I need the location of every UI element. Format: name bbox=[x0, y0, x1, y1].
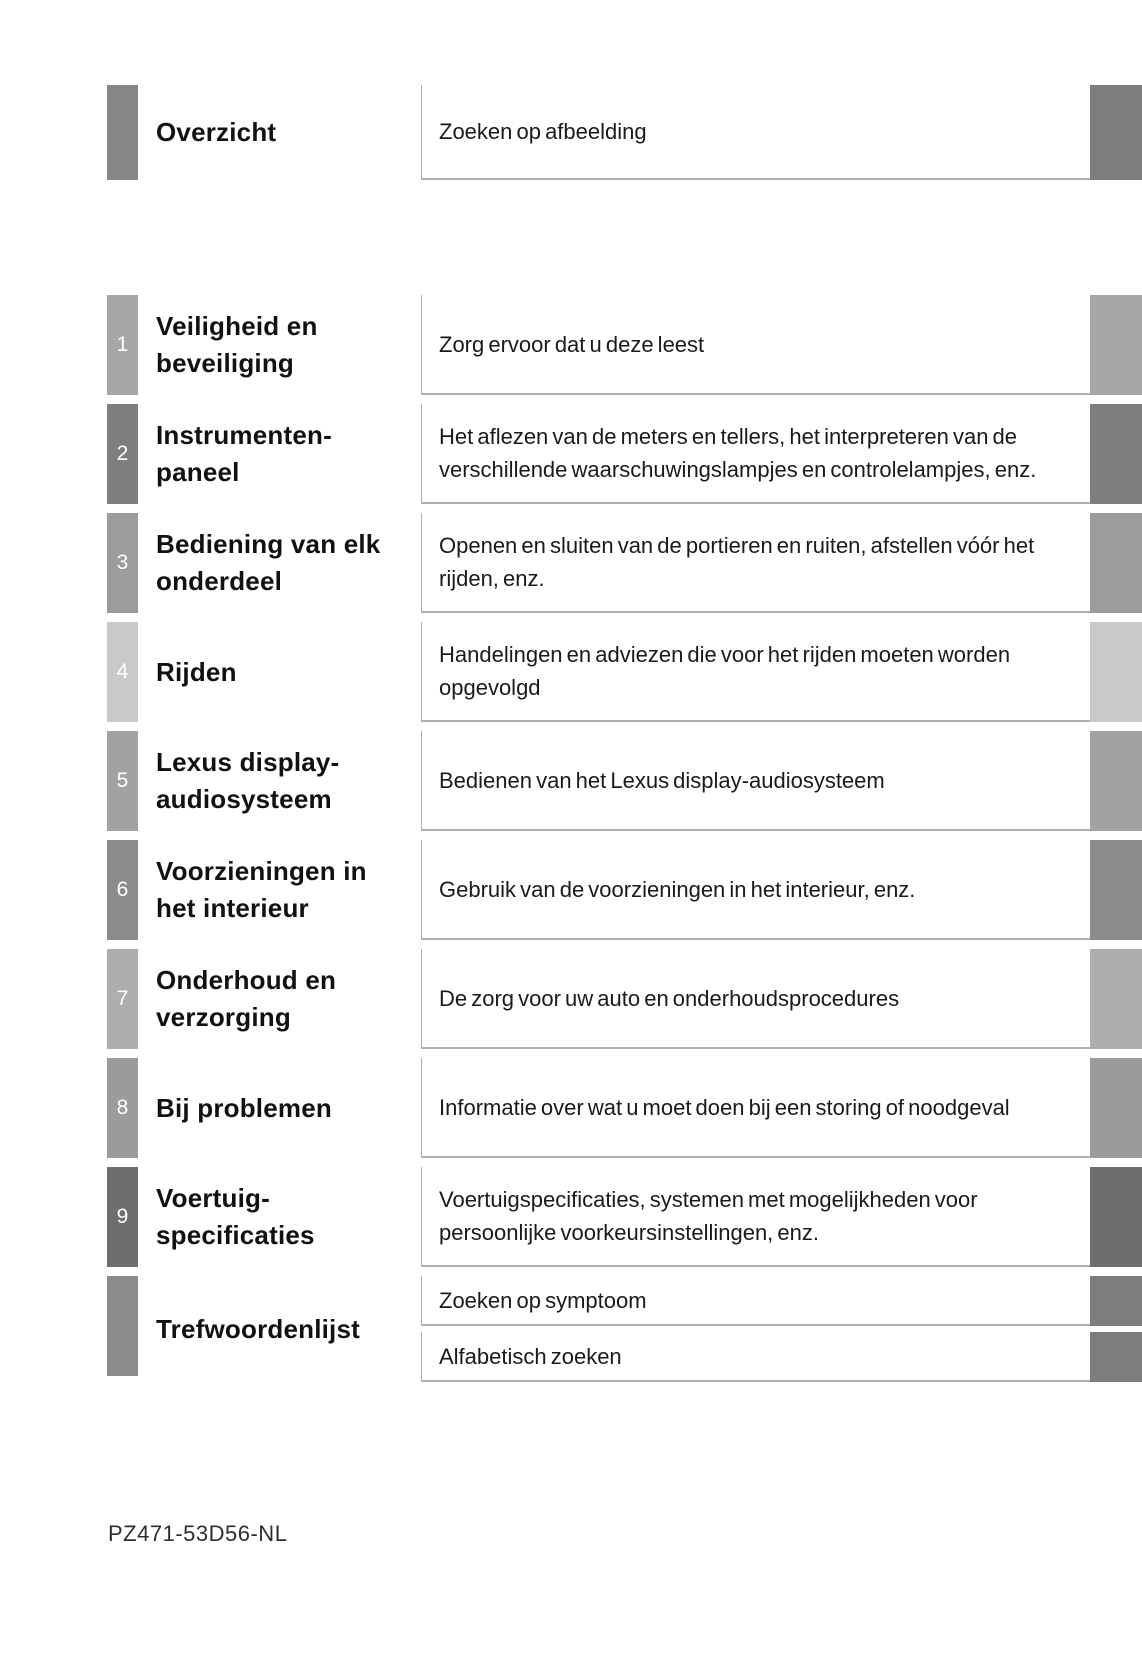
section-number: 3 bbox=[116, 551, 129, 574]
section-number: 5 bbox=[116, 769, 129, 792]
section-row[interactable] bbox=[107, 731, 1142, 831]
section-title: Voertuig- specificaties bbox=[156, 1183, 315, 1250]
section-row[interactable] bbox=[107, 622, 1142, 722]
section-description: Bedienen van het Lexus display-audiosysteem bbox=[439, 767, 885, 793]
section-row[interactable] bbox=[107, 404, 1142, 504]
overview-right-tab bbox=[1090, 85, 1142, 180]
section-left-tab bbox=[107, 949, 138, 1049]
section-title: Lexus display- audiosysteem bbox=[156, 747, 340, 814]
index-item-right-tab bbox=[1090, 1332, 1142, 1382]
section-row[interactable] bbox=[107, 1167, 1142, 1267]
section-right-tab bbox=[1090, 1167, 1142, 1267]
section-title: Instrumenten- paneel bbox=[156, 420, 332, 487]
section-right-tab bbox=[1090, 404, 1142, 504]
section-description: Voertuigspecificaties, systemen met mogelijkheden voor persoonlijke voorkeursinstellingen, enz. bbox=[439, 1187, 978, 1245]
section-left-tab bbox=[107, 731, 138, 831]
section-number: 6 bbox=[116, 878, 129, 901]
overview-row[interactable] bbox=[107, 85, 1142, 180]
section-left-tab bbox=[107, 840, 138, 940]
section-number: 4 bbox=[116, 660, 129, 683]
section-box[interactable] bbox=[421, 513, 1090, 613]
index-item-label: Alfabetisch zoeken bbox=[439, 1343, 622, 1369]
section-number: 8 bbox=[116, 1096, 129, 1119]
section-right-tab bbox=[1090, 840, 1142, 940]
section-box[interactable] bbox=[421, 840, 1090, 940]
index-item-label: Zoeken op symptoom bbox=[439, 1287, 647, 1313]
overview-left-tab bbox=[107, 85, 138, 180]
section-left-tab bbox=[107, 295, 138, 395]
sections-list bbox=[107, 295, 1142, 1267]
section-number: 7 bbox=[116, 987, 129, 1010]
section-right-tab bbox=[1090, 949, 1142, 1049]
toc-content bbox=[107, 85, 1142, 1382]
overview-box[interactable] bbox=[421, 85, 1090, 180]
section-title: Voorzieningen in het interieur bbox=[156, 856, 367, 923]
section-number: 2 bbox=[116, 442, 129, 465]
overview-title: Overzicht bbox=[156, 117, 277, 147]
section-row[interactable] bbox=[107, 949, 1142, 1049]
section-box[interactable] bbox=[421, 295, 1090, 395]
section-right-tab bbox=[1090, 731, 1142, 831]
index-items bbox=[421, 1276, 1142, 1382]
section-box[interactable] bbox=[421, 1167, 1090, 1267]
index-item-row[interactable] bbox=[421, 1276, 1142, 1326]
section-number: 1 bbox=[116, 333, 129, 356]
section-box[interactable] bbox=[421, 731, 1090, 831]
section-right-tab bbox=[1090, 1058, 1142, 1158]
page-code: PZ471-53D56-NL bbox=[108, 1521, 288, 1546]
section-right-tab bbox=[1090, 513, 1142, 613]
section-description: Het aflezen van de meters en tellers, het interpreteren van de verschillende waarschuwingslampjes en controlelampjes, enz. bbox=[439, 424, 1037, 482]
section-title: Bediening van elk onderdeel bbox=[156, 529, 381, 596]
section-left-tab bbox=[107, 404, 138, 504]
section-description: De zorg voor uw auto en onderhoudsprocedures bbox=[439, 985, 900, 1011]
overview-description: Zoeken op afbeelding bbox=[439, 119, 647, 144]
section-left-tab bbox=[107, 1058, 138, 1158]
section-row[interactable] bbox=[107, 840, 1142, 940]
section-description: Zorg ervoor dat u deze leest bbox=[439, 331, 705, 357]
section-title: Rijden bbox=[156, 656, 237, 687]
section-description: Gebruik van de voorzieningen in het interieur, enz. bbox=[439, 876, 916, 902]
section-box[interactable] bbox=[421, 949, 1090, 1049]
index-item-right-tab bbox=[1090, 1276, 1142, 1326]
index-item-box[interactable] bbox=[421, 1332, 1090, 1382]
section-description: Openen en sluiten van de portieren en ruiten, afstellen vóór het rijden, enz. bbox=[439, 533, 1035, 591]
section-left-tab bbox=[107, 622, 138, 722]
section-box[interactable] bbox=[421, 404, 1090, 504]
section-number: 9 bbox=[116, 1205, 129, 1228]
index-item-box[interactable] bbox=[421, 1276, 1090, 1326]
section-description: Handelingen en adviezen die voor het rijden moeten worden opgevolgd bbox=[439, 642, 1011, 700]
section-row[interactable] bbox=[107, 1058, 1142, 1158]
index-title: Trefwoordenlijst bbox=[156, 1313, 361, 1344]
section-row[interactable] bbox=[107, 513, 1142, 613]
section-left-tab bbox=[107, 1167, 138, 1267]
section-box[interactable] bbox=[421, 622, 1090, 722]
section-row[interactable] bbox=[107, 295, 1142, 395]
section-description: Informatie over wat u moet doen bij een storing of noodgeval bbox=[439, 1094, 1010, 1120]
section-right-tab bbox=[1090, 622, 1142, 722]
section-title: Veiligheid en beveiliging bbox=[156, 311, 318, 378]
index-row[interactable] bbox=[107, 1276, 1142, 1382]
section-title: Onderhoud en verzorging bbox=[156, 965, 337, 1032]
section-left-tab bbox=[107, 513, 138, 613]
index-left-tab bbox=[107, 1276, 138, 1376]
section-title: Bij problemen bbox=[156, 1092, 332, 1123]
index-item-row[interactable] bbox=[421, 1332, 1142, 1382]
section-right-tab bbox=[1090, 295, 1142, 395]
section-box[interactable] bbox=[421, 1058, 1090, 1158]
